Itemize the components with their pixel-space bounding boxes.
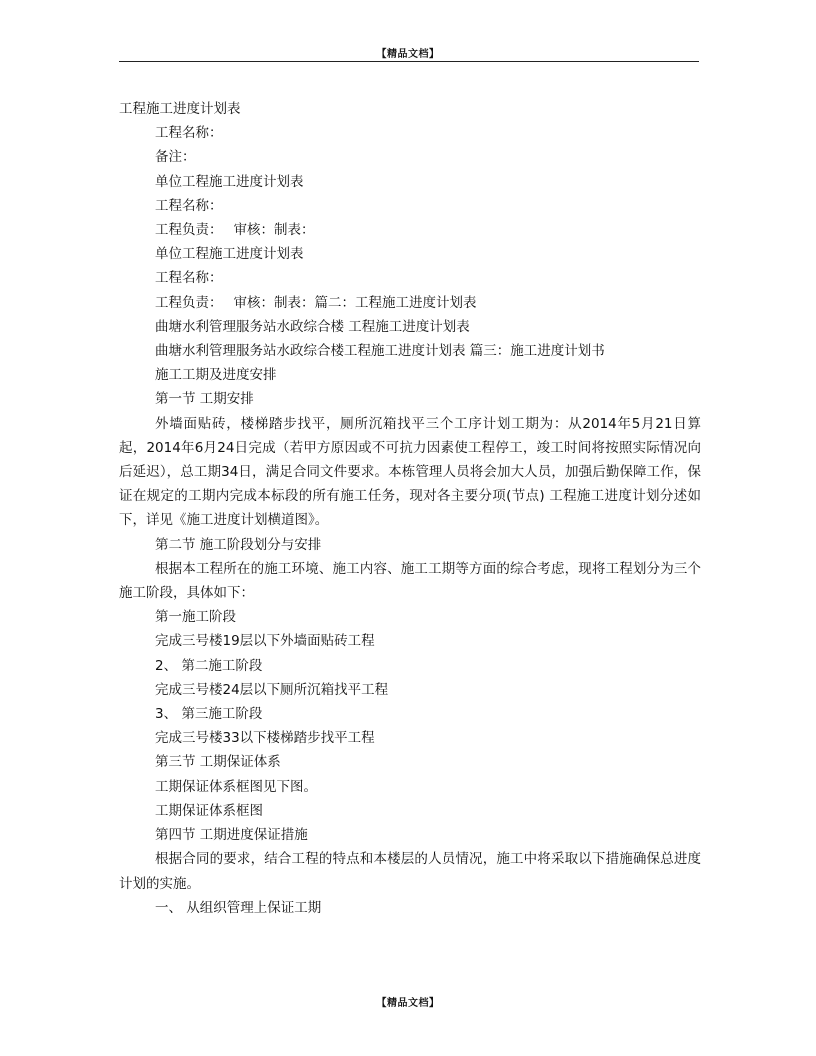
- list-item: 第一施工阶段: [155, 609, 236, 626]
- page-footer-label: 【精品文档】: [376, 998, 440, 1009]
- text-line: 工程名称：: [155, 125, 223, 142]
- section-heading: 第二节 施工阶段划分与安排: [155, 536, 322, 553]
- text-line: 曲塘水利管理服务站水政综合楼工程施工进度计划表 篇三：施工进度计划书: [155, 343, 605, 360]
- section-heading: 第三节 工期保证体系: [155, 754, 281, 771]
- text-line: 工程名称：: [155, 197, 223, 214]
- list-item: 完成三号楼33以下楼梯踏步找平工程: [155, 730, 375, 747]
- list-item: 完成三号楼19层以下外墙面贴砖工程: [155, 633, 375, 650]
- text-line: 工期保证体系框图: [155, 802, 263, 819]
- text-line: 曲塘水利管理服务站水政综合楼 工程施工进度计划表: [155, 318, 470, 335]
- paragraph: 外墙面贴砖，楼梯踏步找平，厕所沉箱找平三个工序计划工期为：从2014年5月21日算起，2014年6月24日完成（若甲方原因或不可抗力因素使工程停工，竣工时间将按照实际情况向后延迟），总工期34日，满足合同文件要求。本栋管理人员将会加大人员，加强后勤保障工作，保证在规定的工期内完成本标段的所有施工任务，现对各主要分项(节点) 工程施工进度计划分述如下，详见《施工进度计划横道图》。: [119, 415, 701, 529]
- text-line: 工期保证体系框图见下图。: [155, 778, 317, 795]
- header-divider: [119, 61, 699, 62]
- text-line: 工程负责： 审核：制表：: [155, 222, 315, 239]
- text-line: 单位工程施工进度计划表: [155, 246, 304, 263]
- list-item: 3、 第三施工阶段: [155, 706, 263, 723]
- section-heading: 第四节 工期进度保证措施: [155, 827, 308, 844]
- text-line: 工程名称：: [155, 270, 223, 287]
- list-item: 2、 第二施工阶段: [155, 657, 263, 674]
- document-title: 工程施工进度计划表: [119, 101, 241, 117]
- section-heading: 第一节 工期安排: [155, 391, 254, 408]
- text-line: 工程负责： 审核：制表：篇二：工程施工进度计划表: [155, 294, 477, 311]
- text-line: 备注：: [155, 149, 196, 166]
- paragraph: 根据合同的要求，结合工程的特点和本楼层的人员情况，施工中将采取以下措施确保总进度计划的实施。: [119, 851, 701, 892]
- document-body: [119, 97, 701, 920]
- page-header-label: 【精品文档】: [376, 49, 440, 60]
- paragraph: 根据本工程所在的施工环境、施工内容、施工工期等方面的综合考虑，现将工程划分为三个施工阶段，具体如下：: [119, 560, 701, 602]
- list-item: 一、 从组织管理上保证工期: [155, 899, 322, 916]
- text-line: 单位工程施工进度计划表: [155, 173, 304, 190]
- list-item: 完成三号楼24层以下厕所沉箱找平工程: [155, 681, 389, 698]
- section-heading: 施工工期及进度安排: [155, 367, 277, 384]
